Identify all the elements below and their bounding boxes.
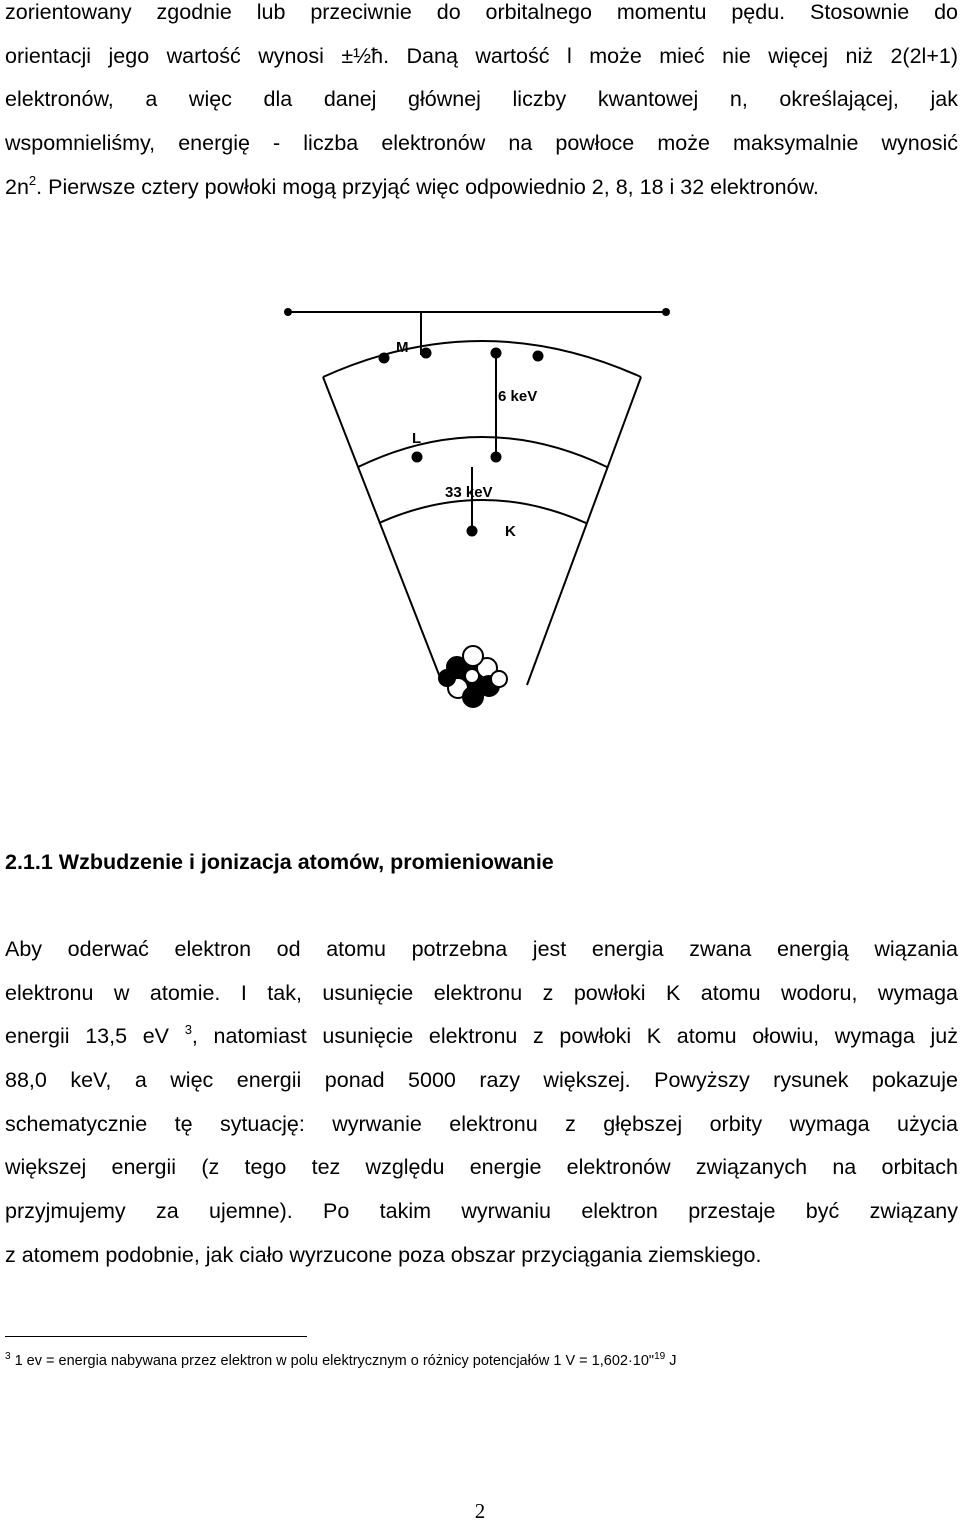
paragraph-2-line-7: przyjmujemy za ujemne). Po takim wyrwaniu elektron przestaje być związany <box>5 1199 958 1224</box>
nucleus <box>439 646 507 707</box>
section-heading: 2.1.1 Wzbudzenie i jonizacja atomów, promieniowanie <box>5 850 554 874</box>
electron-l-2 <box>491 452 502 463</box>
electron-shell-diagram <box>260 295 700 725</box>
formula-2n: 2n <box>5 174 29 199</box>
paragraph-2-line-4: 88,0 keV, a więc energii ponad 5000 razy większej. Powyższy rysunek pokazuje <box>5 1068 958 1093</box>
footnote-exponent: 19 <box>654 1351 666 1362</box>
paragraph-1-line-5-rest: . Pierwsze cztery powłoki mogą przyjąć więc odpowiednio 2, 8, 18 i 32 elektronów. <box>36 174 819 199</box>
energy-label-l-to-m: 6 keV <box>498 388 538 405</box>
electron-m-2 <box>421 348 432 359</box>
superscript-2: 2 <box>28 172 37 188</box>
shell-arc-k <box>379 500 586 523</box>
paragraph-2-line-8: z atomem podobnie, jak ciało wyrzucone poza obszar przyciągania ziemskiego. <box>5 1242 762 1267</box>
paragraph-2-line-2: elektronu w atomie. I tak, usunięcie elektronu z powłoki K atomu wodoru, wymaga <box>5 980 958 1005</box>
paragraph-1-line-4: wspomnieliśmy, energię - liczba elektronów na powłoce może maksymalnie wynosić <box>5 131 958 156</box>
shell-arc-m <box>323 341 641 377</box>
paragraph-2-line-6: większej energii (z tego tez względu energie elektronów związanych na orbitach <box>5 1155 958 1180</box>
electron-m-3 <box>491 348 502 359</box>
footnote-unit: J <box>665 1353 677 1369</box>
sector-right-edge <box>527 377 641 685</box>
paragraph-2-line-3 <box>5 1015 958 1059</box>
paragraph-1-line-3: elektronów, a więc dla danej głównej liczby kwantowej n, określającej, jak <box>5 87 958 112</box>
shell-label-m: M <box>396 339 409 356</box>
paragraph-1 <box>5 0 958 209</box>
sector-left-edge <box>323 377 443 685</box>
electron-m-1 <box>379 353 390 364</box>
free-end-right <box>662 308 670 316</box>
paragraph-2-line-1: Aby oderwać elektron od atomu potrzebna jest energia zwana energią wiązania <box>5 937 958 961</box>
paragraph-1-line-2: orientacji jego wartość wynosi ±½ħ. Daną wartość l może mieć nie więcej niż 2(2l+1) <box>5 43 958 68</box>
footnote-marker: 3 <box>5 1351 11 1362</box>
paragraph-2-line-5: schematycznie tę sytuację: wyrwanie elektronu z głębszej orbity wymaga użycia <box>5 1111 958 1136</box>
electron-m-4 <box>533 351 544 362</box>
page-number: 2 <box>474 1499 486 1523</box>
footnote-reference: 3 <box>184 1022 192 1038</box>
shell-label-l: L <box>412 430 422 447</box>
shell-arc-l <box>358 437 607 467</box>
footnote-separator <box>5 1336 307 1337</box>
energy-label-k-to-l: 33 keV <box>445 484 493 501</box>
free-end-left <box>284 308 292 316</box>
paragraph-2-line-3-start: energii 13,5 eV <box>5 1024 170 1049</box>
paragraph-1-line-5 <box>5 166 958 210</box>
paragraph-1-line-1: zorientowany zgodnie lub przeciwnie do orbitalnego momentu pędu. Stosownie do <box>5 0 958 24</box>
footnote <box>5 1351 676 1371</box>
electron-k-1 <box>467 526 478 537</box>
paragraph-2 <box>5 928 958 1278</box>
shell-label-k: K <box>505 523 516 540</box>
paragraph-2-line-3-rest: , natomiast usunięcie elektronu z powłoki K atomu ołowiu, wymaga już <box>191 1024 958 1049</box>
electron-l-1 <box>412 452 423 463</box>
footnote-text: 1 ev = energia nabywana przez elektron w polu elektrycznym o różnicy potencjałów 1 V = 1,602·10" <box>10 1353 655 1369</box>
